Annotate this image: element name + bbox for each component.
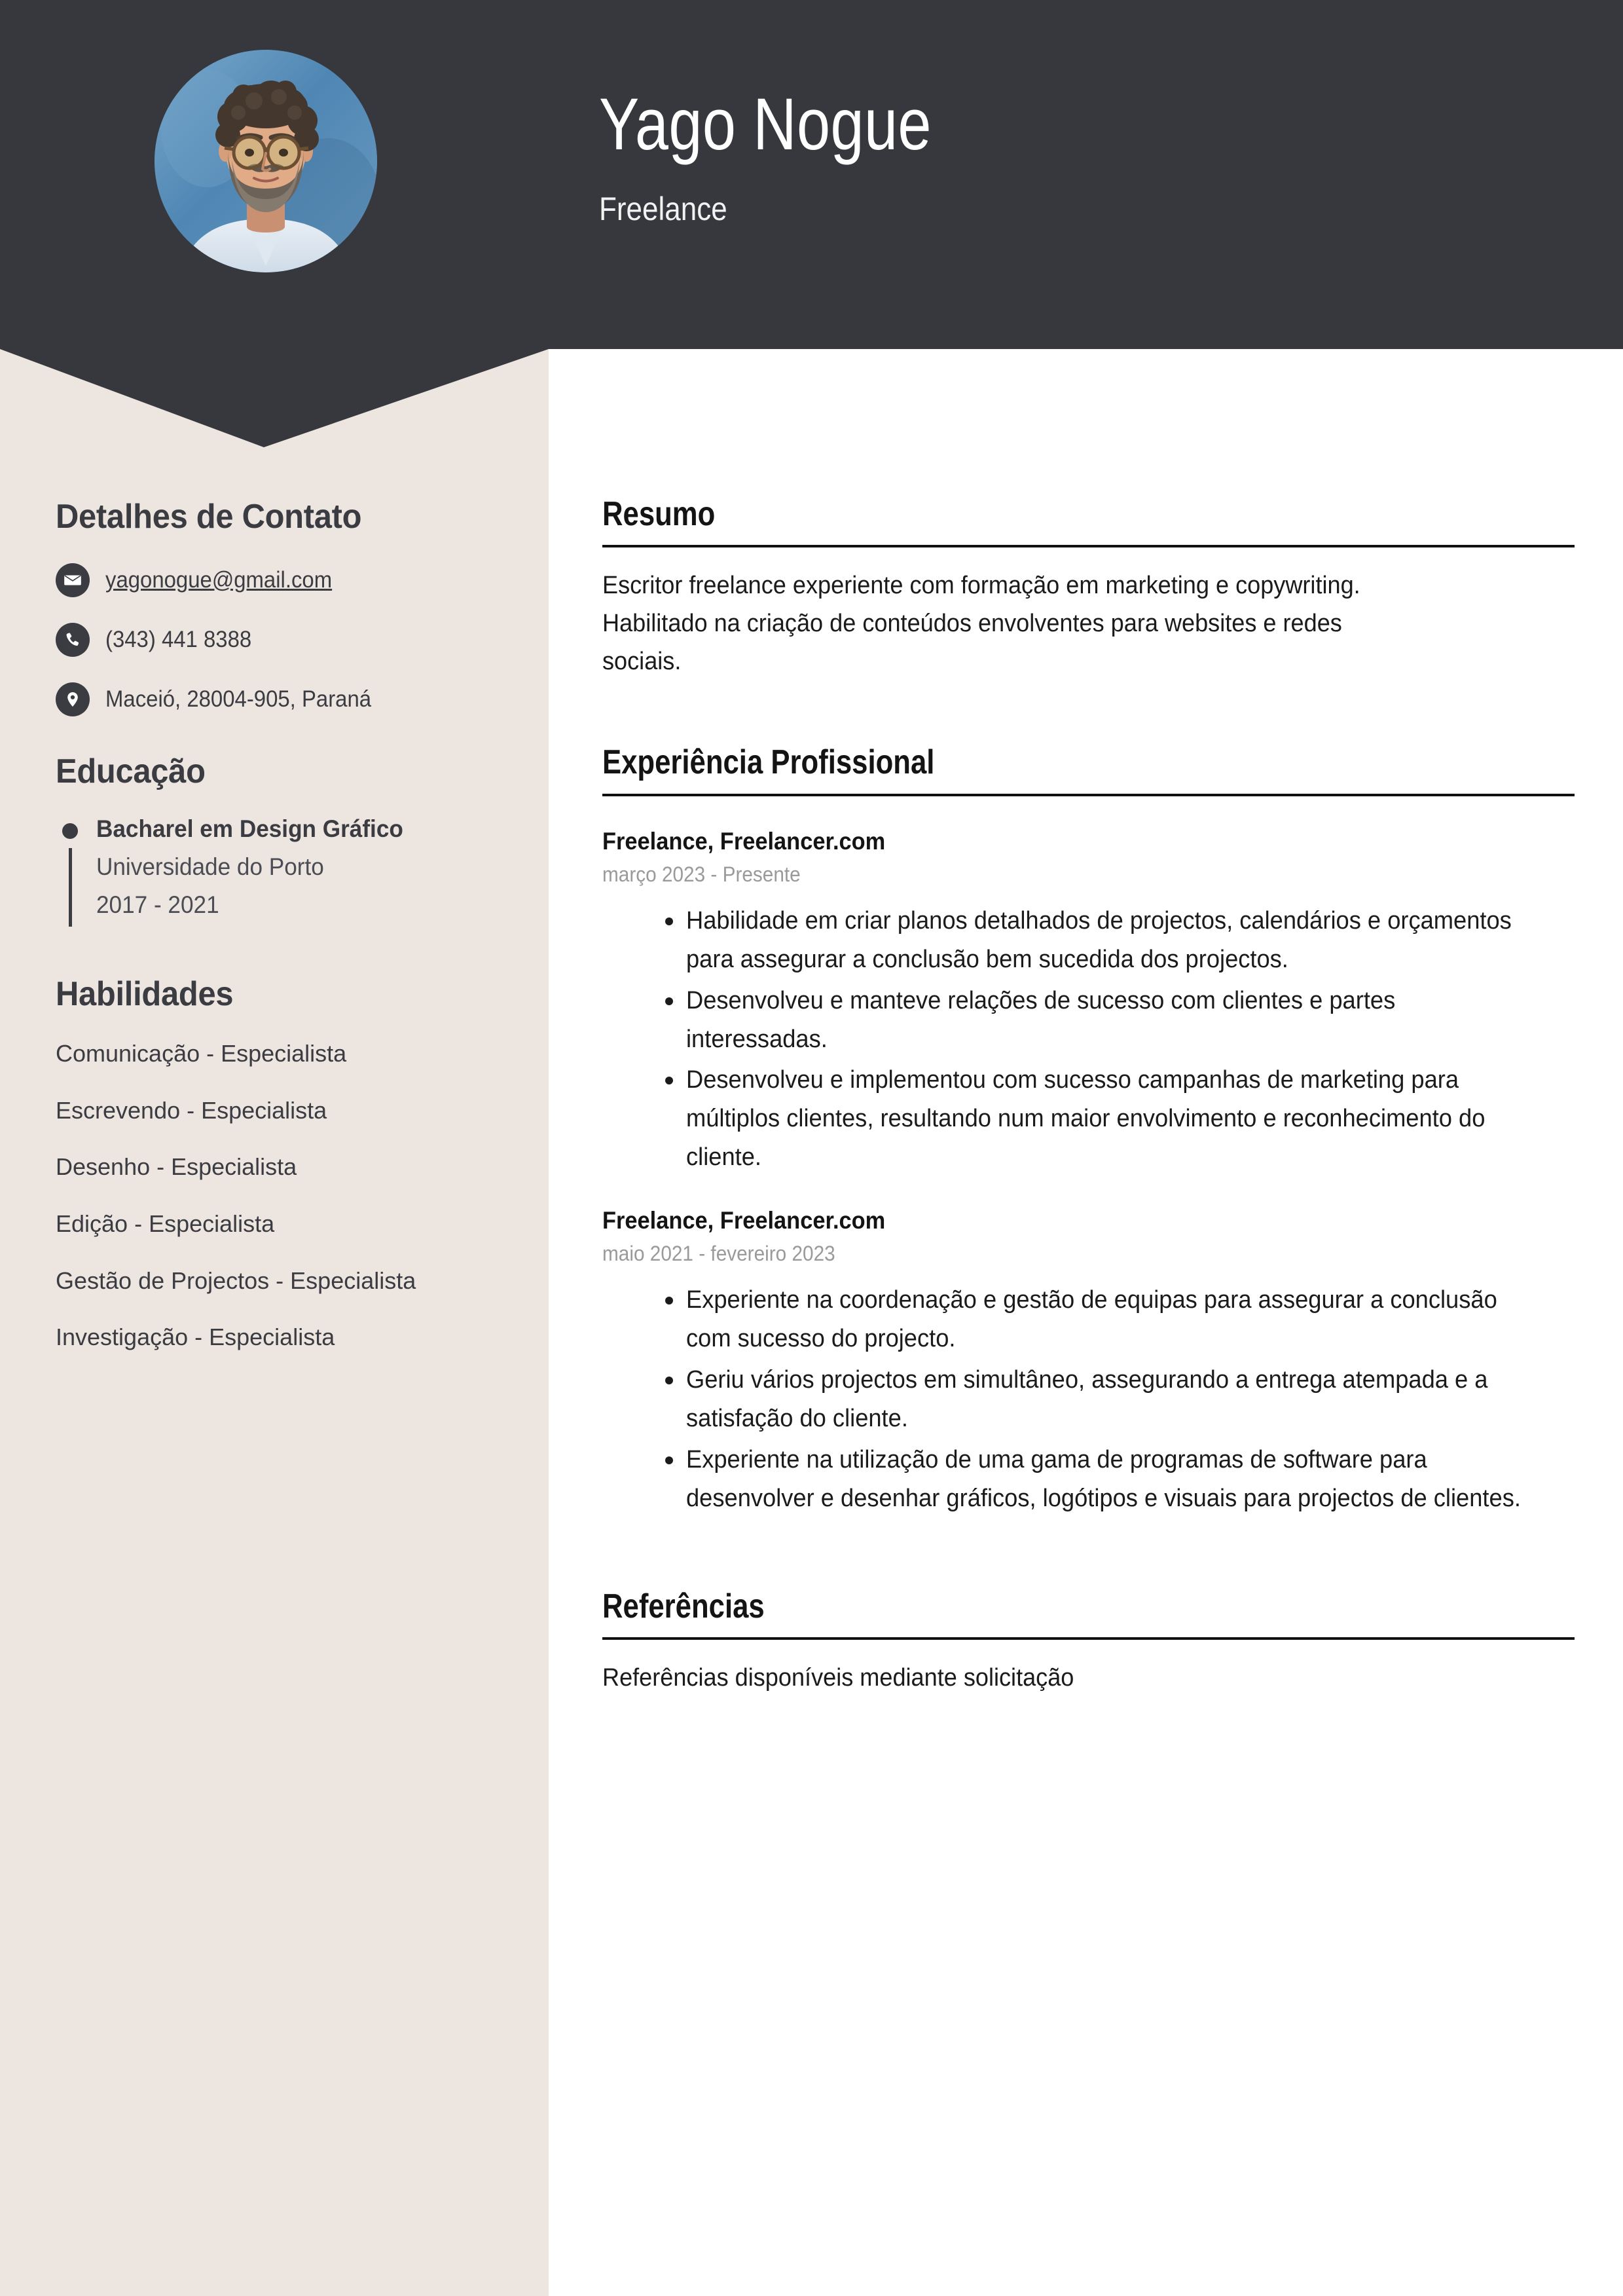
section-spacer: [602, 1525, 1575, 1587]
list-item: [602, 1061, 1571, 1177]
list-item: Desenho - Especialista: [56, 1153, 297, 1181]
job-bullet-list: [602, 902, 1575, 1177]
sidebar: [56, 498, 501, 1379]
job-bullet-text: Experiente na utilização de uma gama de programas de software para desenvolver e desenhar gráficos, logótipos e visuais para projectos de clientes.: [686, 1445, 1521, 1512]
job-bullet-list: [602, 1281, 1575, 1517]
references-section: [602, 1587, 1575, 1697]
section-divider: [602, 545, 1575, 547]
main-column: [602, 495, 1575, 1697]
person-job-title: Freelance: [599, 190, 727, 227]
section-divider: [602, 794, 1575, 796]
contact-details-heading: Detalhes de Contato: [56, 498, 362, 536]
experience-heading: Experiência Profissional: [602, 743, 935, 782]
experience-entry: [602, 826, 1575, 1177]
contact-list: [56, 563, 501, 716]
experience-entry: [602, 1206, 1575, 1517]
job-bullet-text: Experiente na coordenação e gestão de equipas para assegurar a conclusão com sucesso do projecto.: [686, 1286, 1497, 1353]
contact-phone-value[interactable]: (343) 441 8388: [105, 626, 252, 652]
skills-list: [56, 1038, 501, 1354]
profile-photo-icon: [155, 50, 377, 272]
education-degree: Bacharel em Design Gráfico: [96, 815, 403, 842]
list-item: Escrevendo - Especialista: [56, 1096, 327, 1124]
entry-spacer: [602, 1183, 1575, 1206]
phone-icon: [56, 623, 90, 657]
contact-row-location: [56, 682, 501, 716]
list-item: [602, 982, 1571, 1059]
references-heading: Referências: [602, 1587, 765, 1625]
summary-heading: Resumo: [602, 495, 716, 533]
avatar: [155, 50, 377, 272]
education-heading: Educação: [56, 752, 206, 790]
list-item: Gestão de Projectos - Especialista: [56, 1267, 416, 1294]
job-title: Freelance, Freelancer.com: [602, 1207, 886, 1234]
summary-text: Escritor freelance experiente com formação em marketing e copywriting. Habilitado na criação de conteúdos envolventes para websites e redes sociais.: [602, 572, 1360, 675]
location-pin-icon: [56, 682, 90, 716]
education-dates: 2017 - 2021: [96, 891, 219, 919]
list-item: Comunicação - Especialista: [56, 1040, 347, 1067]
list-item: [602, 1441, 1571, 1518]
summary-section: [602, 495, 1575, 680]
job-dates: março 2023 - Presente: [602, 862, 801, 886]
experience-section: [602, 743, 1575, 1517]
contact-email-value[interactable]: yagonogue@gmail.com: [105, 566, 333, 593]
list-item: [602, 1281, 1571, 1358]
experience-list: [602, 826, 1575, 1518]
list-item: [602, 902, 1571, 979]
job-bullet-text: Geriu vários projectos em simultâneo, assegurando a entrega atempada e a satisfação do cliente.: [686, 1365, 1488, 1432]
section-spacer: [602, 680, 1575, 743]
references-text: Referências disponíveis mediante solicitação: [602, 1663, 1074, 1692]
job-bullet-text: Desenvolveu e manteve relações de sucesso com clientes e partes interessadas.: [686, 986, 1396, 1053]
education-school: Universidade do Porto: [96, 853, 324, 880]
job-dates: maio 2021 - fevereiro 2023: [602, 1242, 835, 1266]
education-entry: [56, 814, 501, 921]
job-bullet-text: Habilidade em criar planos detalhados de projectos, calendários e orçamentos para assegurar a conclusão bem sucedida dos projectos.: [686, 906, 1512, 973]
job-title: Freelance, Freelancer.com: [602, 827, 886, 855]
timeline-line: [69, 848, 72, 927]
job-bullet-text: Desenvolveu e implementou com sucesso campanhas de marketing para múltiplos clientes, resultando num maior envolvimento e reconhecimento do cliente.: [686, 1066, 1486, 1172]
envelope-icon: [56, 563, 90, 597]
section-divider: [602, 1637, 1575, 1640]
contact-row-email[interactable]: [56, 563, 501, 597]
list-item: Edição - Especialista: [56, 1210, 275, 1237]
list-item: [602, 1361, 1571, 1438]
header-text-block: [599, 85, 1548, 229]
skills-heading: Habilidades: [56, 975, 234, 1014]
contact-location-value: Maceió, 28004-905, Paraná: [105, 686, 372, 712]
list-item: Investigação - Especialista: [56, 1324, 335, 1351]
contact-row-phone[interactable]: [56, 623, 501, 657]
bullet-dot-icon: [62, 823, 78, 839]
page-title: Yago Nogue: [599, 83, 932, 165]
